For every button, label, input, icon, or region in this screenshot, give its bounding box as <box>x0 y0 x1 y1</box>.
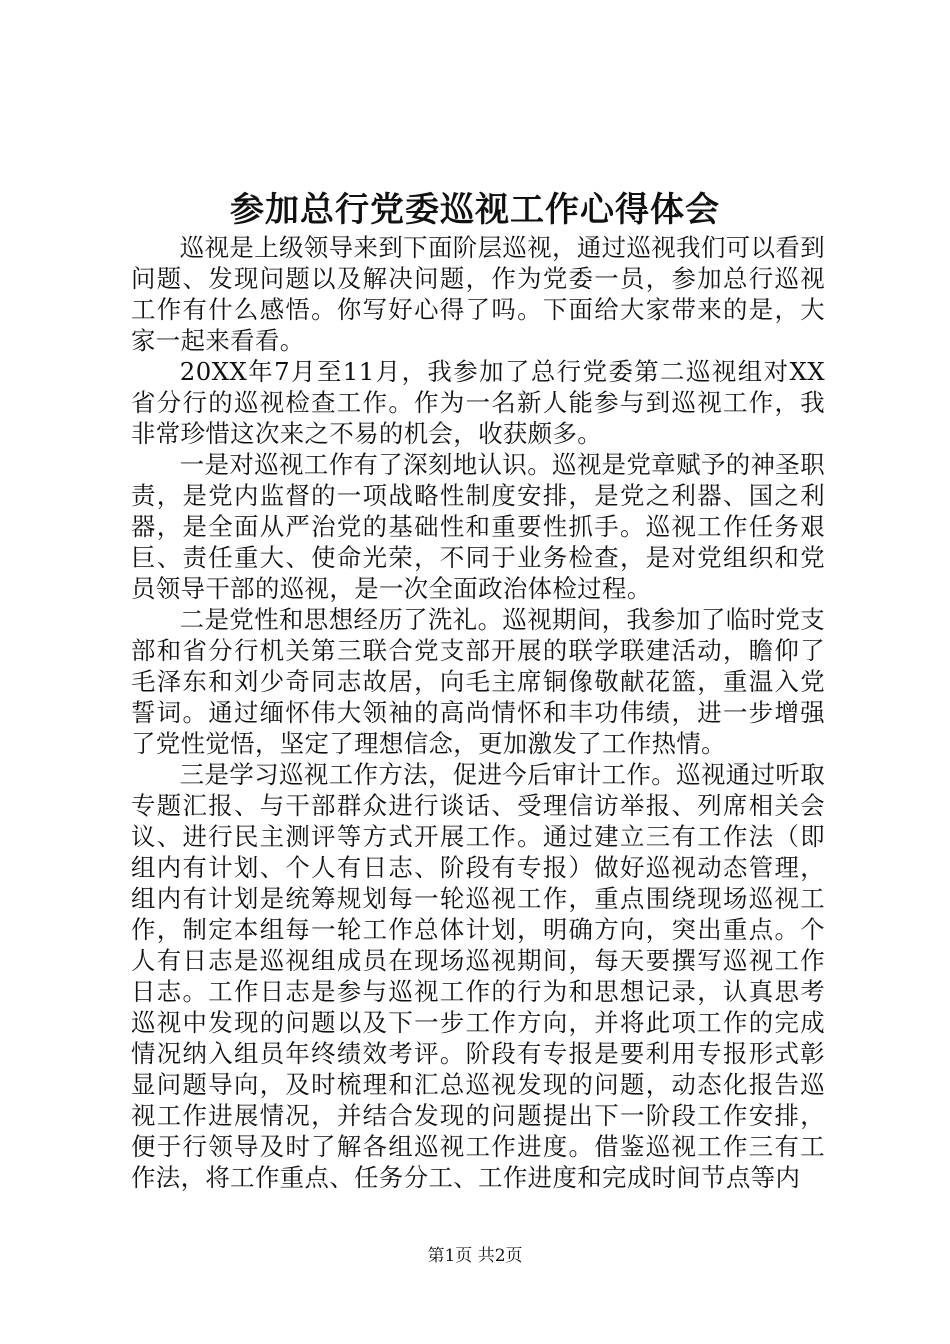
paragraph-point-three: 三是学习巡视工作方法，促进今后审计工作。巡视通过听取专题汇报、与干部群众进行谈话、受理信访举报、列席相关会议、进行民主测评等方式开展工作。通过建立三有工作法（即组内有计划、个人有日志、阶段有专报）做好巡视动态管理，组内有计划是统筹规划每一轮巡视工作，重点围绕现场巡视工作，制定本组每一轮工作总体计划，明确方向，突出重点。个人有日志是巡视组成员在现场巡视期间，每天要撰写巡视工作日志。工作日志是参与巡视工作的行为和思想记录，认真思考巡视中发现的问题以及下一步工作方向，并将此项工作的完成情况纳入组员年终绩效考评。阶段有专报是要利用专报形式彰显问题导向，及时梳理和汇总巡视发现的问题，动态化报告巡视工作进展情况，并结合发现的问题提出下一阶段工作安排，便于行领导及时了解各组巡视工作进度。借鉴巡视工作三有工作法，将工作重点、任务分工、工作进度和完成时间节点等内 <box>131 760 825 1192</box>
paragraph-intro: 巡视是上级领导来到下面阶层巡视，通过巡视我们可以看到问题、发现问题以及解决问题，作为党委一员，参加总行巡视工作有什么感悟。你写好心得了吗。下面给大家带来的是，大家一起来看看。 <box>131 233 825 355</box>
paragraph-point-two: 二是党性和思想经历了洗礼。巡视期间，我参加了临时党支部和省分行机关第三联合党支部开展的联学联建活动，瞻仰了毛泽东和刘少奇同志故居，向毛主席铜像敬献花篮，重温入党誓词。通过缅怀伟大领袖的高尚情怀和丰功伟绩，进一步增强了党性觉悟，坚定了理想信念，更加激发了工作热情。 <box>131 605 825 758</box>
document-title: 参加总行党委巡视工作心得体会 <box>230 190 720 230</box>
page-number-footer: 第1页 共2页 <box>427 1246 523 1266</box>
document-body <box>131 232 825 1193</box>
paragraph-background: 20XX年7月至11月，我参加了总行党委第二巡视组对XX省分行的巡视检查工作。作为一名新人能参与到巡视工作，我非常珍惜这次来之不易的机会，收获颇多。 <box>131 357 825 448</box>
paragraph-point-one: 一是对巡视工作有了深刻地认识。巡视是党章赋予的神圣职责，是党内监督的一项战略性制度安排，是党之利器、国之利器，是全面从严治党的基础性和重要性抓手。巡视工作任务艰巨、责任重大、使命光荣，不同于业务检查，是对党组织和党员领导干部的巡视，是一次全面政治体检过程。 <box>131 450 825 603</box>
